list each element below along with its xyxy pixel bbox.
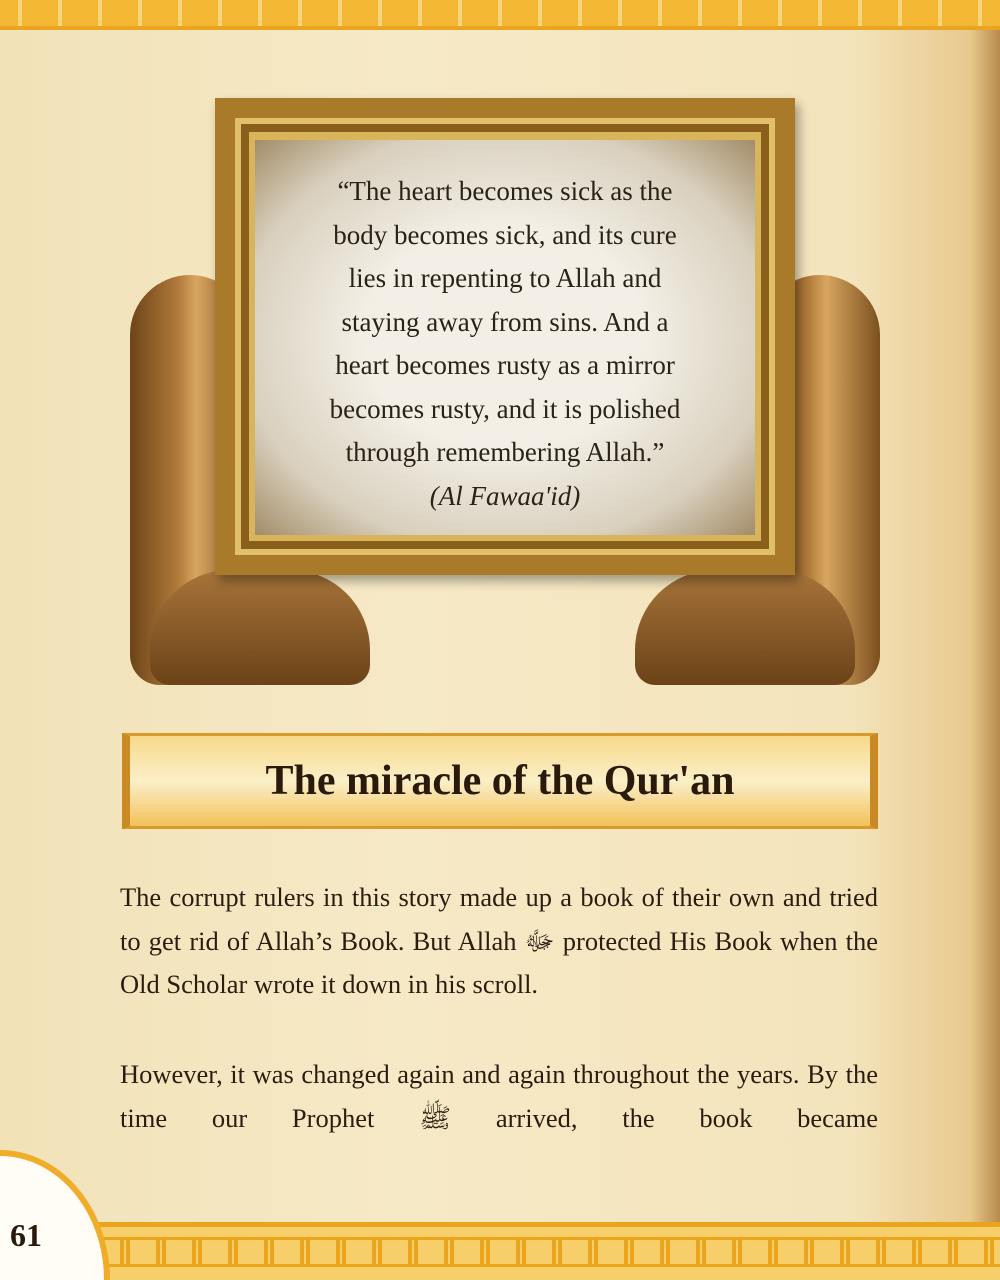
left-stand-base	[150, 570, 370, 685]
page-number: 61	[10, 1217, 42, 1253]
quote-line: body becomes sick, and its cure	[333, 219, 677, 250]
section-title: The miracle of the Qur'an	[265, 758, 735, 804]
meander-pattern	[90, 1237, 1000, 1267]
page-number-tab	[0, 1150, 110, 1280]
right-stand-base	[635, 570, 855, 685]
honorific-glyph: ﷺ	[419, 1102, 452, 1133]
quote-line: becomes rusty, and it is polished	[329, 393, 681, 424]
body-paragraph-2	[120, 1053, 878, 1140]
quote-line: heart becomes rusty as a mirror	[335, 350, 675, 380]
honorific-glyph: ﷻ	[524, 925, 555, 956]
quote-line: “The heart becomes sick as the	[337, 176, 673, 206]
text: The corrupt rulers in this story made up a book of their own and tried to get rid of Allah’s Book. But Allah	[120, 882, 878, 956]
quote-text	[255, 170, 755, 518]
body-paragraph-1	[120, 876, 878, 1007]
text: protected His Book when the Old Scholar wrote it down in his scroll.	[120, 925, 878, 999]
quote-source: (Al Fawaa'id)	[429, 480, 581, 511]
quote-line: through remembering Allah.”	[345, 437, 665, 467]
text: However, it was changed again and again throughout the years. By the time our Prophet	[120, 1059, 878, 1133]
section-banner	[122, 733, 878, 829]
text: arrived, the book became	[451, 1102, 878, 1133]
quote-line: lies in repenting to Allah and	[348, 263, 662, 293]
bottom-decorative-border	[90, 1222, 1000, 1280]
top-decorative-border	[0, 0, 1000, 30]
quote-line: staying away from sins. And a	[341, 306, 669, 337]
